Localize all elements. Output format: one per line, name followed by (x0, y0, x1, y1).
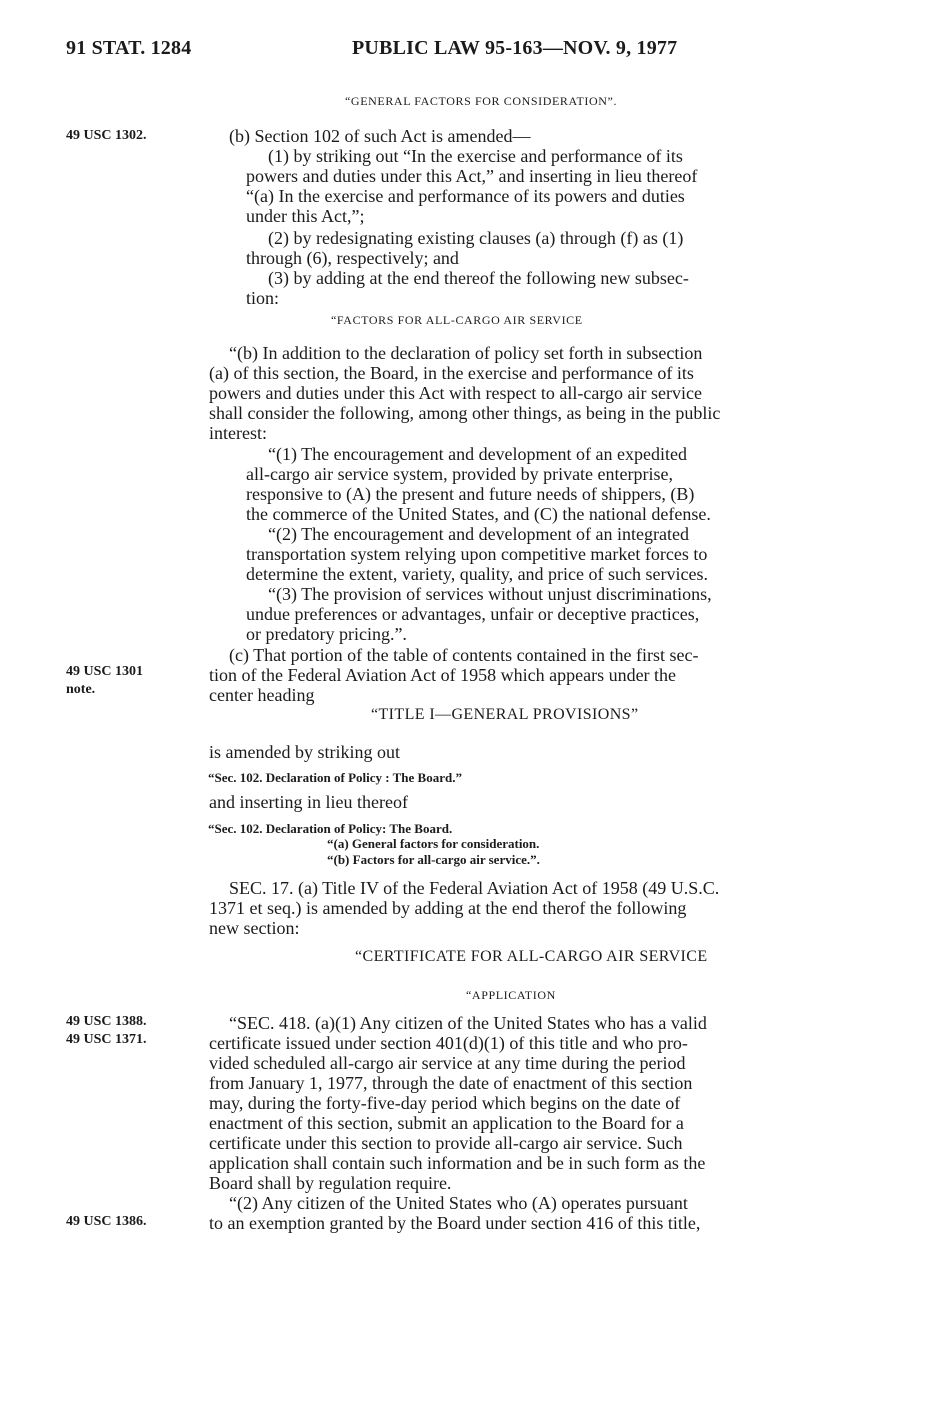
sec-c-line: tion of the Federal Aviation Act of 1958 which appears under the (209, 665, 677, 685)
inserting-lieu-text: and inserting in lieu thereof (209, 792, 408, 812)
sec418-line: to an exemption granted by the Board under section 416 of this title, (209, 1213, 701, 1233)
sec-c-line: center heading (209, 685, 315, 705)
factors-intro-line: (a) of this section, the Board, in the exercise and performance of its (209, 363, 694, 383)
margin-note-1301: 49 USC 1301 (66, 664, 144, 679)
factors-intro-line: interest: (209, 423, 267, 443)
sec418-line: may, during the forty-five-day period which begins on the date of (209, 1093, 681, 1113)
sec418-line: vided scheduled all-cargo air service at any time during the period (209, 1053, 686, 1073)
sec-b-line: through (6), respectively; and (246, 248, 459, 268)
sec-b-line: tion: (246, 288, 280, 308)
page-stat-number: 91 STAT. 1284 (66, 37, 192, 59)
margin-note-1371: 49 USC 1371. (66, 1032, 147, 1047)
factors-list-line: “(1) The encouragement and development of an expedited (268, 444, 687, 464)
factors-list-line: all-cargo air service system, provided by private enterprise, (246, 464, 674, 484)
factors-list-line: transportation system relying upon competitive market forces to (246, 544, 708, 564)
sec418-line: application shall contain such information and be in such form as the (209, 1153, 706, 1173)
sec17-line: SEC. 17. (a) Title IV of the Federal Aviation Act of 1958 (49 U.S.C. (229, 878, 720, 898)
factors-list-line: the commerce of the United States, and (C) the national defense. (246, 504, 711, 524)
factors-list-line: “(2) The encouragement and development of an integrated (268, 524, 689, 544)
margin-note-1301-note: note. (66, 682, 96, 697)
factors-list-line: responsive to (A) the present and future needs of shippers, (B) (246, 484, 695, 504)
heading-general-factors: “GENERAL FACTORS FOR CONSIDERATION”. (345, 94, 618, 108)
sec-c-line: (c) That portion of the table of contents contained in the first sec- (229, 645, 699, 665)
sec-b-line: (2) by redesignating existing clauses (a) through (f) as (1) (268, 228, 684, 248)
sec418-line: certificate under this section to provide all-cargo air service. Such (209, 1133, 683, 1153)
heading-application: “APPLICATION (466, 988, 556, 1002)
toc-new-entry: “(b) Factors for all-cargo air service.”. (327, 852, 540, 867)
factors-list-line: “(3) The provision of services without unjust discriminations, (268, 584, 712, 604)
toc-new-entry: “Sec. 102. Declaration of Policy: The Board. (208, 821, 453, 836)
toc-new-entry: “(a) General factors for consideration. (327, 836, 540, 851)
heading-factors-all-cargo: “FACTORS FOR ALL-CARGO AIR SERVICE (331, 313, 583, 327)
factors-intro-line: powers and duties under this Act with respect to all-cargo air service (209, 383, 703, 403)
sec418-line: “(2) Any citizen of the United States who (A) operates pursuant (229, 1193, 688, 1213)
margin-note-1386: 49 USC 1386. (66, 1214, 147, 1229)
sec-b-line: (1) by striking out “In the exercise and performance of its (268, 146, 683, 166)
sec418-line: “SEC. 418. (a)(1) Any citizen of the United States who has a valid (229, 1013, 707, 1033)
page-law-title: PUBLIC LAW 95-163—NOV. 9, 1977 (352, 37, 678, 59)
sec-b-line: (b) Section 102 of such Act is amended— (229, 126, 531, 146)
sec418-line: Board shall by regulation require. (209, 1173, 452, 1193)
sec-b-line: under this Act,”; (246, 206, 365, 226)
toc-old-entry: “Sec. 102. Declaration of Policy : The Board.” (208, 770, 462, 785)
sec-b-line: “(a) In the exercise and performance of its powers and duties (246, 186, 685, 206)
heading-certificate: “CERTIFICATE FOR ALL-CARGO AIR SERVICE (355, 948, 708, 965)
heading-title-i: “TITLE I—GENERAL PROVISIONS” (371, 706, 639, 723)
factors-intro-line: “(b) In addition to the declaration of policy set forth in subsection (229, 343, 703, 363)
sec-b-line: (3) by adding at the end thereof the following new subsec- (268, 268, 689, 288)
margin-note-1388: 49 USC 1388. (66, 1014, 147, 1029)
factors-list-line: determine the extent, variety, quality, and price of such services. (246, 564, 708, 584)
factors-list-line: or predatory pricing.”. (246, 624, 407, 644)
sec418-line: from January 1, 1977, through the date of enactment of this section (209, 1073, 693, 1093)
amended-striking-text: is amended by striking out (209, 742, 400, 762)
sec17-line: 1371 et seq.) is amended by adding at the end therof the following (209, 898, 687, 918)
margin-note-1302: 49 USC 1302. (66, 128, 147, 143)
factors-intro-line: shall consider the following, among other things, as being in the public (209, 403, 721, 423)
sec17-line: new section: (209, 918, 300, 938)
sec-b-line: powers and duties under this Act,” and inserting in lieu thereof (246, 166, 698, 186)
sec418-line: enactment of this section, submit an application to the Board for a (209, 1113, 684, 1133)
factors-list-line: undue preferences or advantages, unfair or deceptive practices, (246, 604, 700, 624)
sec418-line: certificate issued under section 401(d)(1) of this title and who pro- (209, 1033, 688, 1053)
